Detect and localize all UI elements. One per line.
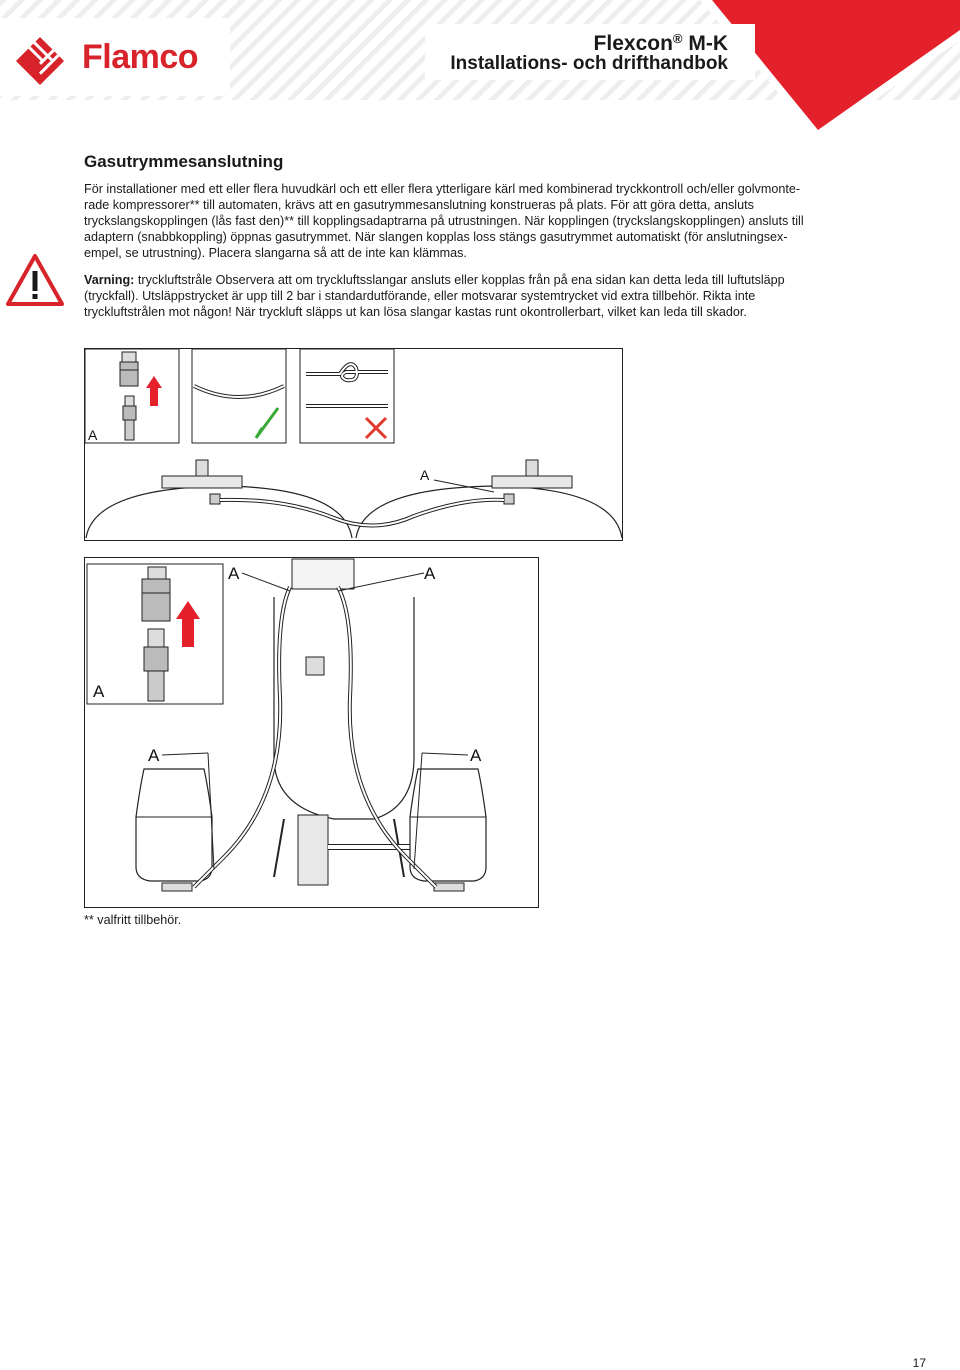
- product-name: Flexcon: [593, 32, 673, 55]
- label-a: A: [148, 746, 160, 765]
- paragraph-line: rade kompressorer** till automaten, krävs att en gasutrymmesanslutning konstrueras på plats. För att göra detta, ansluts: [84, 198, 754, 212]
- warning-line: [84, 272, 874, 288]
- manual-subtitle: Installations- och drifthandbok: [450, 53, 728, 74]
- section-heading: Gasutrymmesanslutning: [84, 152, 284, 171]
- warning-triangle-icon: [5, 253, 65, 307]
- label-a: A: [424, 564, 436, 583]
- hose-correct-panel: [192, 349, 286, 443]
- label-a: A: [93, 682, 105, 701]
- brand-name: Flamco: [82, 38, 199, 76]
- warning-line: tryckluftstrålen mot någon! När tryckluft släpps ut kan lösa slangar kastas runt okontrollerbart, vilket kan leda till skador.: [84, 305, 747, 319]
- figure-vessel-system: [84, 557, 540, 909]
- page-number: 17: [912, 1356, 926, 1370]
- warning-line: (tryckfall). Utsläppstrycket är upp till 2 bar i standardutförande, eller motsvarar systemtrycket vid extra tillbehör. Rikta inte: [84, 289, 756, 303]
- side-vessel-left: [136, 769, 212, 891]
- label-a: A: [228, 564, 240, 583]
- flamco-logo-icon: [16, 34, 72, 88]
- paragraph-line: empel, se utrustning). Placera slangarna så att de inte kan klämmas.: [84, 246, 467, 260]
- warning-text: tryckluftstråle Observera att om tryckluftsslangar ansluts eller kopplas från på ena sidan kan detta leda till luftutsläpp: [134, 273, 785, 287]
- paragraph-line: tryckslangskopplingen (lås fast den)** till kopplingsadaptrarna på utrustningen. När kopplingen (tryckslangskopplingen) ansluts till: [84, 214, 804, 228]
- figure-top-tanks: [84, 348, 624, 542]
- warning-paragraph: [84, 272, 874, 320]
- product-model: M-K: [682, 32, 728, 55]
- footnote: ** valfritt tillbehör.: [84, 913, 182, 927]
- label-a: A: [470, 746, 482, 765]
- label-a: A: [88, 427, 98, 443]
- paragraph-line: För installationer med ett eller flera huvudkärl och ett eller flera ytterligare kärl med kombinerad tryckkontroll och/eller golvmonte-: [84, 182, 801, 196]
- warning-label: Varning:: [84, 273, 135, 287]
- hose-wrong-panel: [300, 349, 394, 443]
- registered-mark: ®: [672, 31, 683, 46]
- coupling-detail-panel: [85, 349, 179, 443]
- intro-paragraph: [84, 181, 874, 261]
- label-a: A: [420, 467, 430, 483]
- coupling-detail-inset: [87, 564, 223, 704]
- paragraph-line: adaptern (snabbkoppling) öppnas gasutrymmet. När slangen kopplas loss stängs gasutrymmet automatiskt (för anslutningsex-: [84, 230, 788, 244]
